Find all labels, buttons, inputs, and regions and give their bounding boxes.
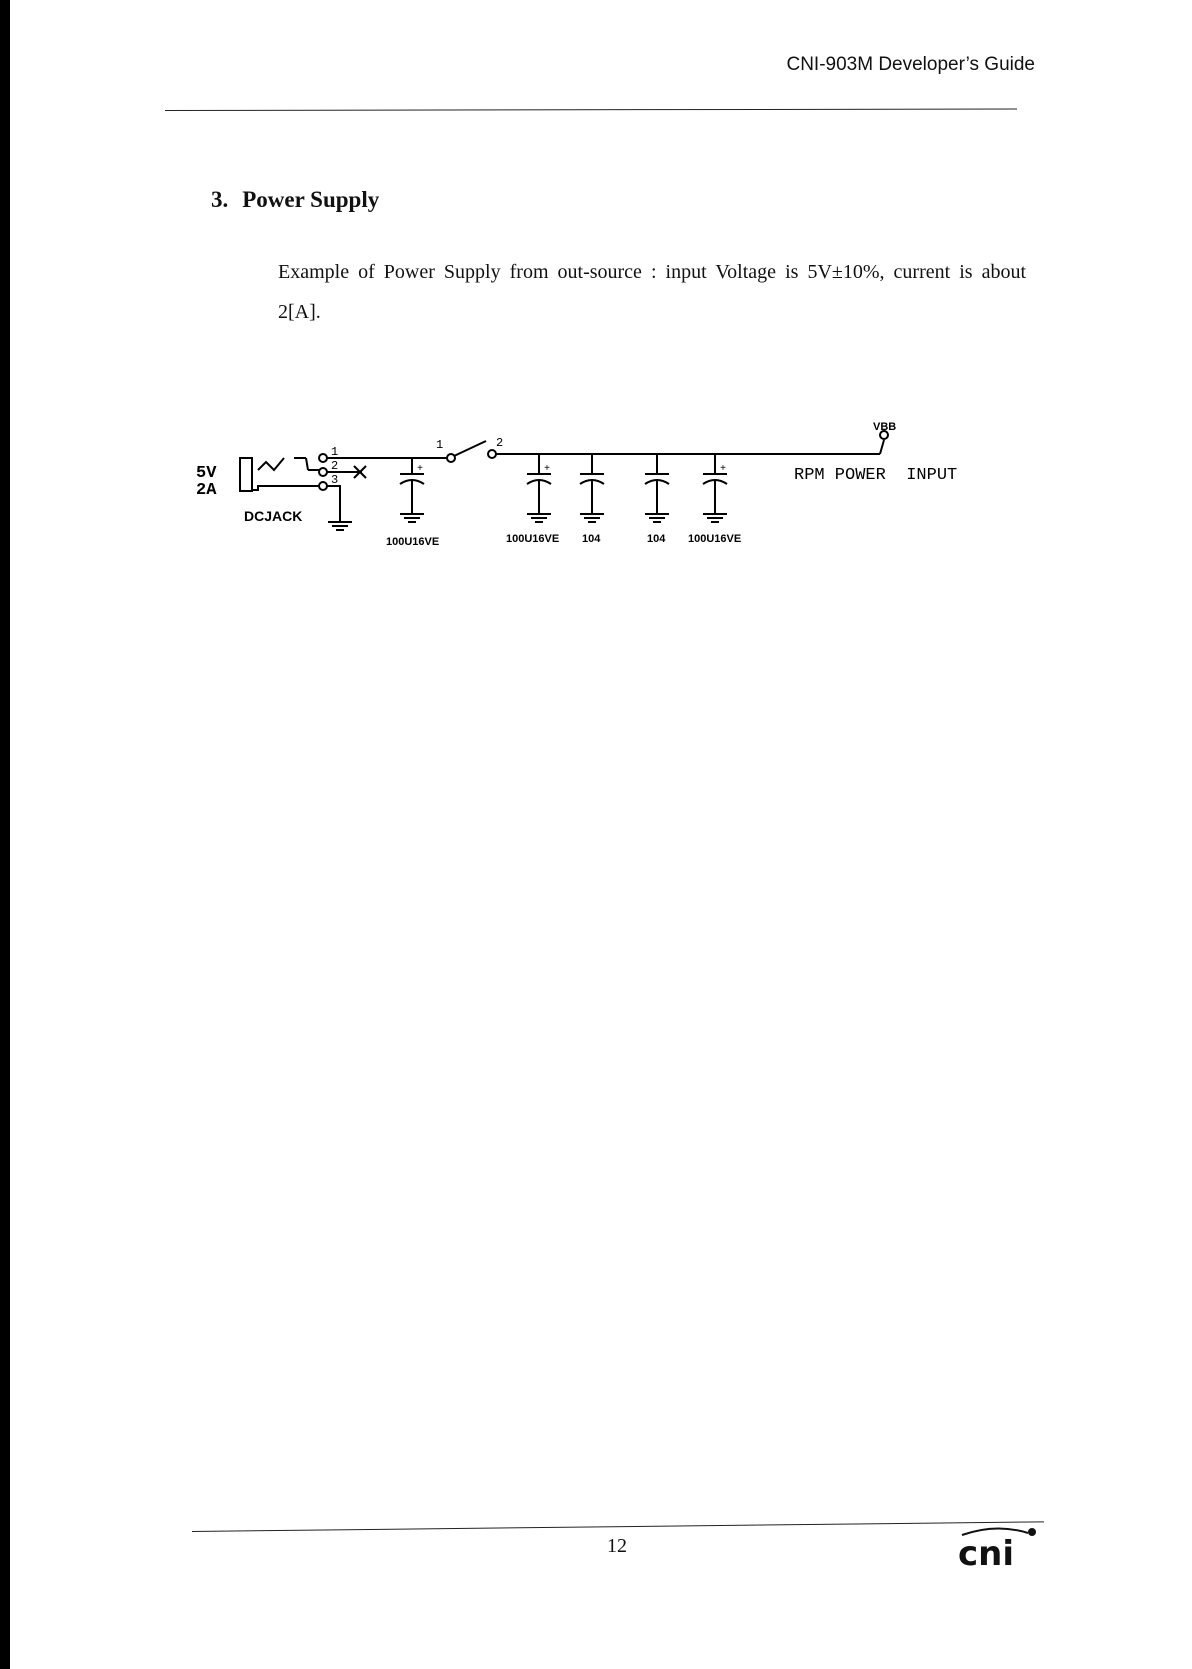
power-switch (436, 436, 503, 462)
footer-rule (192, 1521, 1044, 1532)
jack-pin-1: 1 (331, 445, 339, 459)
input-current-label: 2A (196, 481, 217, 500)
capacitor-3-label: 104 (582, 533, 601, 545)
capacitor-4-label: 104 (647, 533, 666, 545)
section-number: 3. (211, 187, 229, 212)
capacitor-4 (645, 454, 669, 522)
rpm-power-input-label: RPM POWER INPUT (794, 466, 958, 485)
ground-symbol-jack (328, 522, 352, 530)
vbb-label: VBB (873, 421, 897, 433)
svg-text:+: + (417, 464, 424, 475)
dc-jack (240, 445, 366, 491)
section-body-text: Example of Power Supply from out-source : input Voltage is 5V±10%, current is about 2[A]. (278, 261, 1026, 323)
switch-pin-1: 1 (436, 438, 444, 452)
page-number: 12 (607, 1535, 627, 1557)
svg-text:+: + (720, 464, 727, 475)
page-left-border (0, 0, 10, 1669)
capacitor-5-label: 100U16VE (688, 533, 742, 545)
capacitor-1-label: 100U16VE (386, 536, 440, 548)
capacitor-3 (580, 454, 604, 522)
jack-pin-2: 2 (331, 459, 339, 473)
dc-jack-label: DCJACK (244, 508, 303, 524)
section-title: Power Supply (242, 187, 380, 212)
section-heading (211, 187, 379, 213)
cni-logo-text: cni (958, 1534, 1015, 1571)
capacitor-5 (703, 454, 727, 522)
header-rule (165, 109, 1017, 111)
document-header-title: CNI-903M Developer’s Guide (786, 54, 1035, 75)
cni-logo (958, 1525, 1040, 1571)
power-supply-schematic (190, 410, 1040, 585)
input-voltage-label: 5V (196, 464, 217, 483)
jack-pin-3: 3 (331, 473, 339, 487)
capacitor-1 (400, 458, 424, 522)
vbb-terminal (873, 421, 896, 454)
svg-text:+: + (544, 464, 551, 475)
switch-pin-2: 2 (496, 436, 504, 450)
capacitor-2 (527, 454, 551, 522)
capacitor-2-label: 100U16VE (506, 533, 560, 545)
